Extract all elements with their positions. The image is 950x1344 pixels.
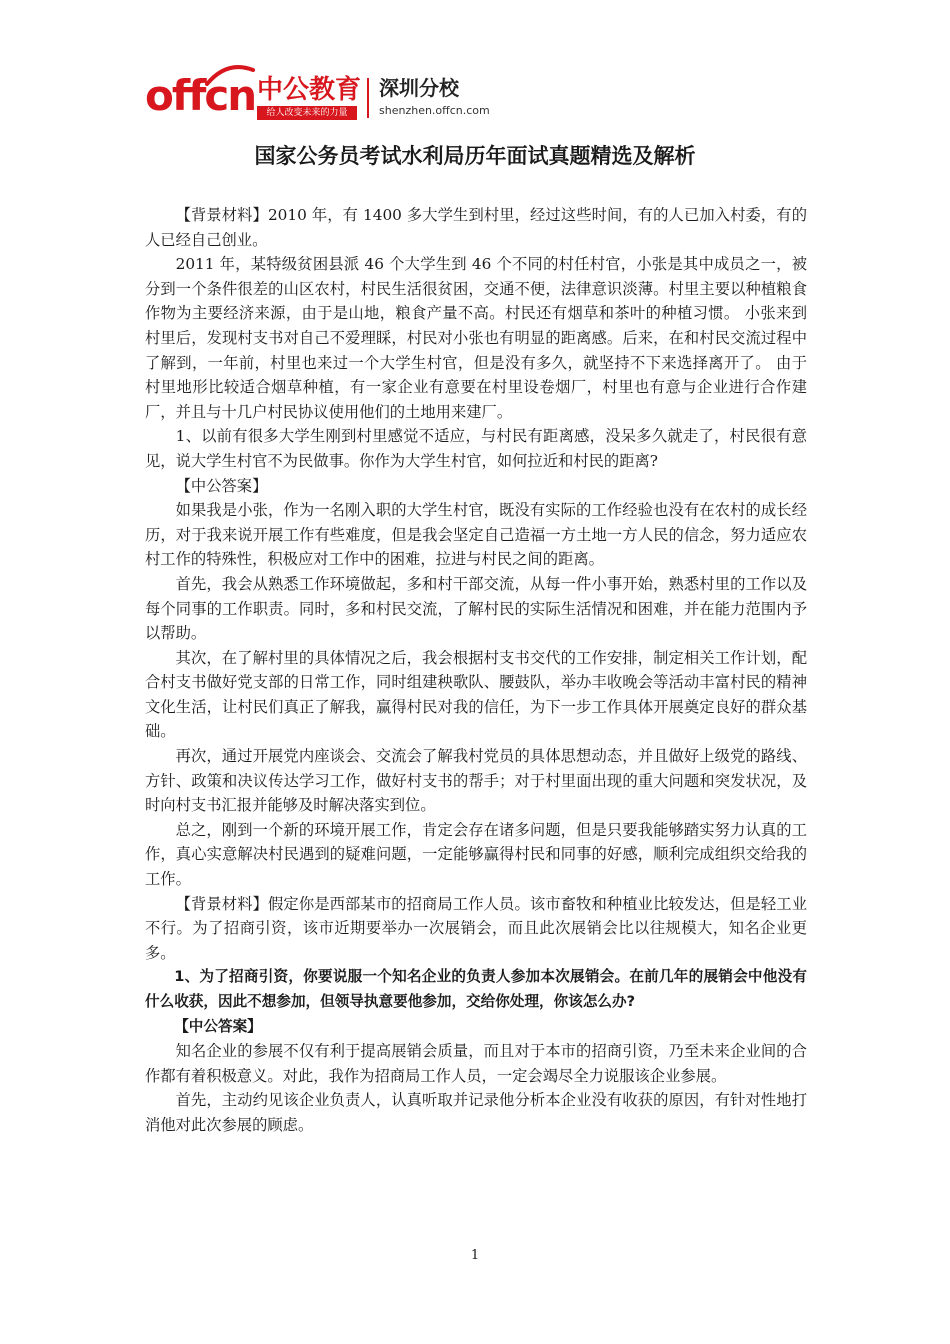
logo-url: shenzhen.offcn.com	[379, 104, 490, 117]
paragraph: 首先，我会从熟悉工作环境做起，多和村干部交流，从每一件小事开始，熟悉村里的工作以及每个同事的工作职责。同时，多和村民交流，了解村民的实际生活情况和困难，并在能力范围内予以帮助。	[145, 574, 807, 643]
logo-branch: 深圳分校	[379, 76, 459, 100]
question-bold: 1、为了招商引资，你要说服一个知名企业的负责人参加本次展销会。在前几年的展销会中他没有什么收获，因此不想参加，但领导执意要他参加，交给你处理，你该怎么办?	[145, 968, 807, 1010]
paragraph: 2011 年，某特级贫困县派 46 个大学生到 46 个不同的村任村官，小张是其中成员之一，被分到一个条件很差的山区农村，村民生活很贫困，交通不便，法律意识淡薄。村里主要以种植粮食作物为主要经济来源，由于是山地，粮食产量不高。村民还有烟草和茶叶的种植习惯。 小张来到村里后，发现村支书对自己不爱理睬，村民对小张也有明显的距离感。后来，在和村民交流过程中了解到，一年前，村里也来过一个大学生村官，但是没有多久，就坚持不下来选择离开了。 由于村里地形比较适合烟草种植，有一家企业有意要在村里设卷烟厂，村里也有意与企业进行合作建厂，并且与十几户村民协议使用他们的土地用来建厂。	[145, 255, 807, 421]
paragraph: 知名企业的参展不仅有利于提高展销会质量，而且对于本市的招商引资，乃至未来企业间的合作都有着积极意义。对此，我作为招商局工作人员，一定会竭尽全力说服该企业参展。	[145, 1042, 807, 1085]
paragraph: 再次，通过开展党内座谈会、交流会了解我村党员的具体思想动态，并且做好上级党的路线、方针、政策和决议传达学习工作，做好村支书的帮手；对于村里面出现的重大问题和突发状况，及时向村支书汇报并能够及时解决落实到位。	[145, 747, 807, 815]
document-body	[145, 203, 807, 1138]
logo-divider	[367, 78, 369, 118]
paragraph: 其次，在了解村里的具体情况之后，我会根据村支书交代的工作安排，制定相关工作计划，配合村支书做好党支部的日常工作，同时组建秧歌队、腰鼓队，举办丰收晚会等活动丰富村民的精神文化生活，让村民们真正了解我，赢得村民对我的信任，为下一步工作具体开展奠定良好的群众基础。	[145, 648, 807, 741]
answer-heading: 【中公答案】	[175, 476, 268, 495]
answer-heading-bold: 【中公答案】	[174, 1017, 262, 1035]
paragraph: 首先，主动约见该企业负责人，认真听取并记录他分析本企业没有收获的原因，有针对性地打消他对此次参展的顾虑。	[145, 1091, 807, 1134]
paragraph: 【背景材料】2010 年，有 1400 多大学生到村里，经过这些时间，有的人已加入村委，有的人已经自己创业。	[145, 206, 807, 249]
question: 1、以前有很多大学生刚到村里感觉不适应，与村民有距离感，没呆多久就走了，村民很有意见，说大学生村官不为民做事。你作为大学生村官，如何拉近和村民的距离?	[145, 427, 807, 470]
document-title: 国家公务员考试水利局历年面试真题精选及解析	[254, 144, 696, 168]
logo-offcn: offcn	[145, 71, 256, 120]
page-number: 1	[470, 1248, 480, 1263]
logo-slogan: 给人改变未来的力量	[257, 106, 357, 120]
paragraph: 【背景材料】假定你是西部某市的招商局工作人员。该市畜牧和种植业比较发达，但是轻工业不行。为了招商引资，该市近期要举办一次展销会，而且此次展销会比以往规模大，知名企业更多。	[145, 894, 807, 962]
paragraph: 总之，刚到一个新的环境开展工作，肯定会存在诸多问题，但是只要我能够踏实努力认真的工作，真心实意解决村民遇到的疑难问题，一定能够赢得村民和同事的好感，顺利完成组织交给我的工作。	[145, 820, 807, 889]
page-header	[145, 62, 505, 126]
logo-brand-cn: 中公教育	[257, 75, 362, 105]
paragraph: 如果我是小张，作为一名刚入职的大学生村官，既没有实际的工作经验也没有在农村的成长经历，对于我来说开展工作有些难度，但是我会坚定自己造福一方土地一方人民的信念，努力适应农村工作的特殊性，积极应对工作中的困难，拉进与村民之间的距离。	[145, 501, 807, 569]
